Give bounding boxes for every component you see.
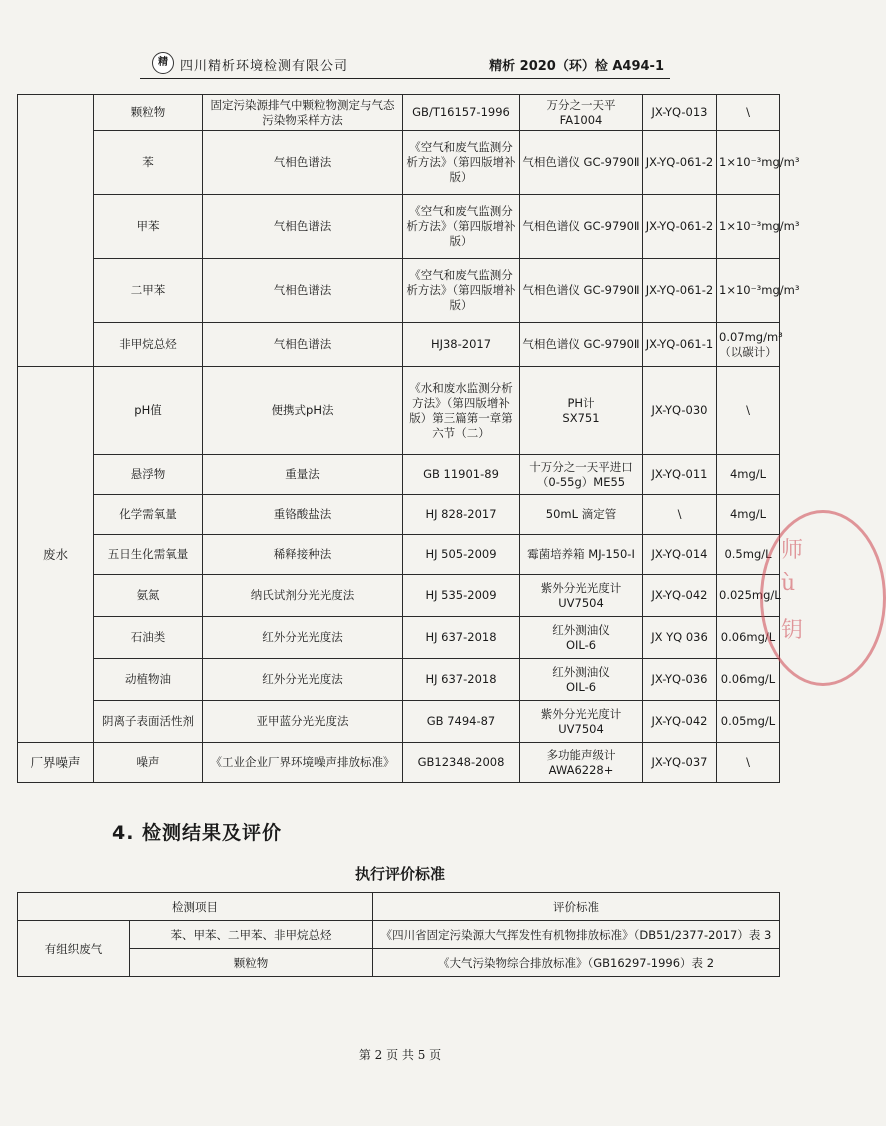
- item-cell: 氨氮: [94, 575, 203, 617]
- limit-cell: \: [717, 95, 780, 131]
- instrument-cell: 万分之一天平 FA1004: [520, 95, 643, 131]
- company-logo-icon: 精: [152, 52, 174, 74]
- table-row: [18, 95, 780, 131]
- limit-cell: \: [717, 367, 780, 455]
- standard-cell: 《空气和废气监测分析方法》（第四版增补版）: [403, 259, 520, 323]
- limit-cell: 1×10⁻³mg/m³: [717, 195, 780, 259]
- item-cell: 五日生化需氧量: [94, 535, 203, 575]
- table-row: [18, 495, 780, 535]
- instrument-cell: PH计 SX751: [520, 367, 643, 455]
- limit-cell: 0.5mg/L: [717, 535, 780, 575]
- instrument-cell: 红外测油仪 OIL-6: [520, 617, 643, 659]
- method-cell: 重量法: [203, 455, 403, 495]
- page-header: [140, 48, 670, 79]
- method-cell: 纳氏试剂分光光度法: [203, 575, 403, 617]
- limit-cell: \: [717, 743, 780, 783]
- table-row: [18, 535, 780, 575]
- category-cell: 厂界噪声: [18, 743, 94, 783]
- standards-title: 执行评价标准: [354, 865, 445, 883]
- instrument-id-cell: JX-YQ-061-2: [643, 259, 717, 323]
- instrument-id-cell: JX-YQ-037: [643, 743, 717, 783]
- limit-cell: 1×10⁻³mg/m³: [717, 259, 780, 323]
- standards-table: [17, 892, 780, 977]
- method-cell: 便携式pH法: [203, 367, 403, 455]
- item-cell: 动植物油: [94, 659, 203, 701]
- standards-item: 颗粒物: [130, 949, 373, 977]
- item-cell: 颗粒物: [94, 95, 203, 131]
- instrument-id-cell: JX-YQ-036: [643, 659, 717, 701]
- limit-cell: 0.06mg/L: [717, 617, 780, 659]
- table-row: [18, 617, 780, 659]
- limit-cell: 0.06mg/L: [717, 659, 780, 701]
- limit-cell: 0.07mg/m³（以碳计）: [717, 323, 780, 367]
- instrument-id-cell: JX-YQ-061-2: [643, 195, 717, 259]
- stamp-char: 钥: [781, 618, 804, 643]
- instrument-cell: 50mL 滴定管: [520, 495, 643, 535]
- table-row: [18, 575, 780, 617]
- instrument-id-cell: JX-YQ-042: [643, 575, 717, 617]
- instrument-cell: 霉菌培养箱 MJ-150-I: [520, 535, 643, 575]
- stamp-char: 师: [781, 538, 804, 563]
- item-cell: 噪声: [94, 743, 203, 783]
- instrument-id-cell: JX-YQ-013: [643, 95, 717, 131]
- methods-table: [17, 94, 800, 783]
- standard-cell: GB 7494-87: [403, 701, 520, 743]
- method-cell: 稀释接种法: [203, 535, 403, 575]
- instrument-cell: 气相色谱仪 GC-9790Ⅱ: [520, 195, 643, 259]
- section-heading: 4. 检测结果及评价: [112, 822, 283, 844]
- category-cell: 废水: [18, 367, 94, 743]
- standard-cell: 《空气和废气监测分析方法》（第四版增补版）: [403, 195, 520, 259]
- instrument-id-cell: \: [643, 495, 717, 535]
- instrument-id-cell: JX-YQ-011: [643, 455, 717, 495]
- item-cell: 悬浮物: [94, 455, 203, 495]
- limit-cell: 4mg/L: [717, 455, 780, 495]
- table-row: [18, 701, 780, 743]
- limit-cell: 4mg/L: [717, 495, 780, 535]
- item-cell: 阴离子表面活性剂: [94, 701, 203, 743]
- red-stamp-fragment: [760, 510, 886, 686]
- standards-col-standard: 评价标准: [373, 893, 780, 921]
- standard-cell: 《水和废水监测分析方法》（第四版增补版）第三篇第一章第六节（二）: [403, 367, 520, 455]
- report-number: 精析 2020（环）检 A494-1: [489, 59, 664, 74]
- category-cell: [18, 95, 94, 367]
- company-name: 四川精析环境检测有限公司: [180, 59, 349, 74]
- item-cell: 石油类: [94, 617, 203, 659]
- instrument-cell: 紫外分光光度计 UV7504: [520, 575, 643, 617]
- table-row: [18, 949, 780, 977]
- instrument-id-cell: JX YQ 036: [643, 617, 717, 659]
- instrument-cell: 红外测油仪 OIL-6: [520, 659, 643, 701]
- instrument-cell: 气相色谱仪 GC-9790Ⅱ: [520, 131, 643, 195]
- table-row: [18, 195, 780, 259]
- standard-cell: GB/T16157-1996: [403, 95, 520, 131]
- limit-cell: 0.05mg/L: [717, 701, 780, 743]
- item-cell: 苯: [94, 131, 203, 195]
- method-cell: 气相色谱法: [203, 323, 403, 367]
- standard-cell: 《空气和废气监测分析方法》（第四版增补版）: [403, 131, 520, 195]
- standards-header-row: [18, 893, 780, 921]
- instrument-cell: 多功能声级计 AWA6228+: [520, 743, 643, 783]
- instrument-id-cell: JX-YQ-061-2: [643, 131, 717, 195]
- instrument-id-cell: JX-YQ-030: [643, 367, 717, 455]
- table-row: [18, 323, 780, 367]
- standard-cell: HJ 637-2018: [403, 617, 520, 659]
- item-cell: pH值: [94, 367, 203, 455]
- standard-cell: HJ38-2017: [403, 323, 520, 367]
- item-cell: 甲苯: [94, 195, 203, 259]
- table-row: [18, 659, 780, 701]
- instrument-cell: 气相色谱仪 GC-9790Ⅱ: [520, 323, 643, 367]
- method-cell: 亚甲蓝分光光度法: [203, 701, 403, 743]
- table-row: [18, 131, 780, 195]
- standard-cell: HJ 637-2018: [403, 659, 520, 701]
- method-cell: 气相色谱法: [203, 131, 403, 195]
- method-cell: 气相色谱法: [203, 195, 403, 259]
- instrument-id-cell: JX-YQ-042: [643, 701, 717, 743]
- item-cell: 二甲苯: [94, 259, 203, 323]
- item-cell: 非甲烷总烃: [94, 323, 203, 367]
- limit-cell: 1×10⁻³mg/m³: [717, 131, 780, 195]
- instrument-id-cell: JX-YQ-014: [643, 535, 717, 575]
- standards-value: 《四川省固定污染源大气挥发性有机物排放标准》（DB51/2377-2017）表 3: [373, 921, 780, 949]
- standards-category: 有组织废气: [18, 921, 130, 977]
- instrument-cell: 气相色谱仪 GC-9790Ⅱ: [520, 259, 643, 323]
- method-cell: 固定污染源排气中颗粒物测定与气态污染物采样方法: [203, 95, 403, 131]
- method-cell: 《工业企业厂界环境噪声排放标准》: [203, 743, 403, 783]
- table-row: [18, 743, 780, 783]
- method-cell: 重铬酸盐法: [203, 495, 403, 535]
- item-cell: 化学需氧量: [94, 495, 203, 535]
- limit-cell: 0.025mg/L: [717, 575, 780, 617]
- instrument-id-cell: JX-YQ-061-1: [643, 323, 717, 367]
- method-cell: 红外分光光度法: [203, 659, 403, 701]
- table-row: [18, 455, 780, 495]
- standard-cell: HJ 535-2009: [403, 575, 520, 617]
- instrument-cell: 紫外分光光度计 UV7504: [520, 701, 643, 743]
- standards-value: 《大气污染物综合排放标准》（GB16297-1996）表 2: [373, 949, 780, 977]
- page-footer: 第 2 页 共 5 页: [358, 1048, 442, 1062]
- table-row: [18, 921, 780, 949]
- table-row: [18, 367, 780, 455]
- table-row: [18, 259, 780, 323]
- standard-cell: HJ 828-2017: [403, 495, 520, 535]
- standards-col-item: 检测项目: [18, 893, 373, 921]
- standard-cell: HJ 505-2009: [403, 535, 520, 575]
- standard-cell: GB 11901-89: [403, 455, 520, 495]
- method-cell: 红外分光光度法: [203, 617, 403, 659]
- instrument-cell: 十万分之一天平进口 （0-55g）ME55: [520, 455, 643, 495]
- standards-item: 苯、甲苯、二甲苯、非甲烷总烃: [130, 921, 373, 949]
- standard-cell: GB12348-2008: [403, 743, 520, 783]
- stamp-char: ù: [781, 571, 796, 596]
- method-cell: 气相色谱法: [203, 259, 403, 323]
